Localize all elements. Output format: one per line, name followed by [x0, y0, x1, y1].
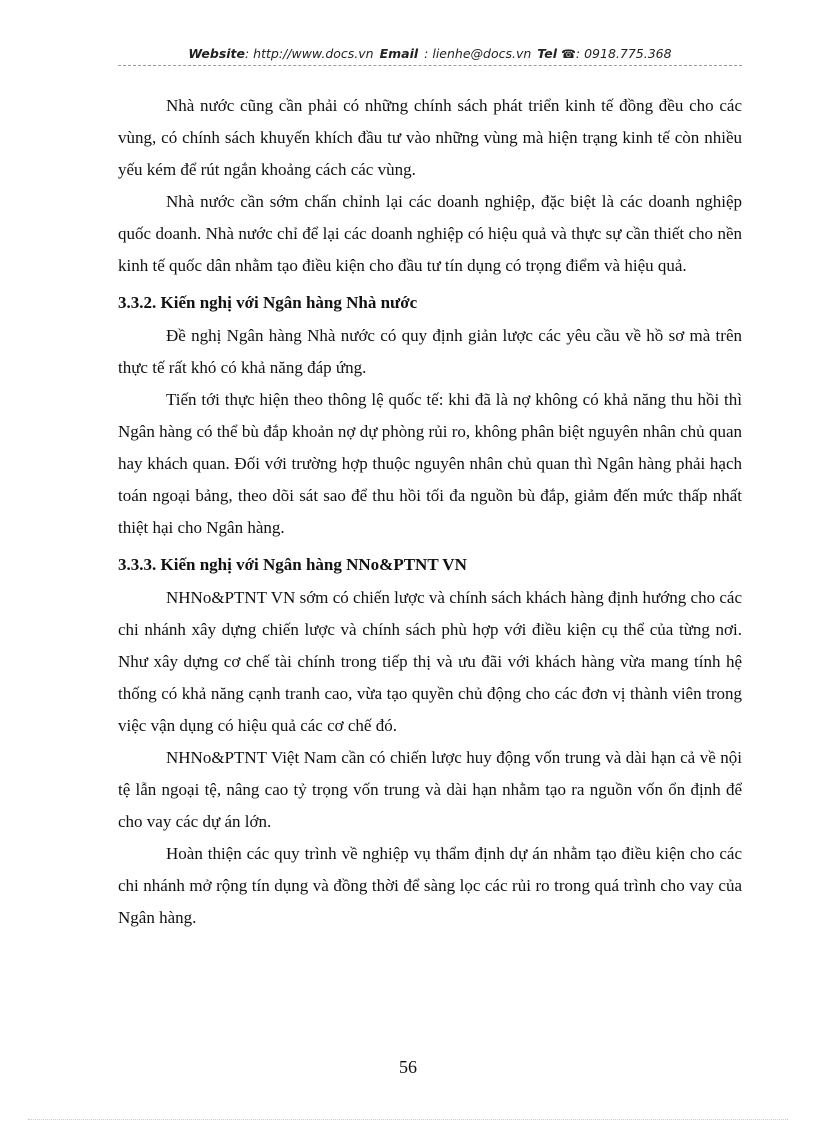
website-label: Website — [188, 46, 245, 61]
email-value[interactable]: : lienhe@docs.vn — [424, 46, 532, 61]
paragraph-3: Đề nghị Ngân hàng Nhà nước có quy định giản lược các yêu cầu về hồ sơ mà trên thực tế rất khó có khả năng đáp ứng. — [118, 326, 742, 377]
section-heading-3-3-2: 3.3.2. Kiến nghị với Ngân hàng Nhà nước — [118, 293, 418, 312]
section-heading-3-3-3: 3.3.3. Kiến nghị với Ngân hàng NNo&PTNT VN — [118, 555, 467, 574]
email-label: Email — [379, 46, 419, 61]
page-bottom-border — [28, 1119, 788, 1120]
paragraph-1: Nhà nước cũng cần phải có những chính sách phát triển kinh tế đồng đều cho các vùng, có chính sách khuyến khích đầu tư vào những vùng mà hiện trạng kinh tế còn nhiều yếu kém để rút ngắn khoảng cách các vùng. — [118, 96, 742, 179]
paragraph-7: Hoàn thiện các quy trình về nghiệp vụ thẩm định dự án nhằm tạo điều kiện cho các chi nhánh mở rộng tín dụng và đồng thời để sàng lọc các rủi ro trong quá trình cho vay của Ngân hàng. — [118, 844, 742, 927]
telephone-icon: ☎ — [560, 47, 576, 61]
website-value[interactable]: : http://www.docs.vn — [245, 46, 374, 61]
page-header — [120, 46, 740, 61]
paragraph-5: NHNo&PTNT VN sớm có chiến lược và chính sách khách hàng định hướng cho các chi nhánh xây dựng chiến lược và chính sách phù hợp với điều kiện cụ thể của từng nơi. Như xây dựng cơ chế tài chính trong tiếp thị và ưu đãi với khách hàng vừa mang tính hệ thống có khả năng cạnh tranh cao, vừa tạo quyền chủ động cho các đơn vị thành viên trong việc vận dụng có hiệu quả các cơ chế đó. — [118, 588, 742, 735]
paragraph-4: Tiến tới thực hiện theo thông lệ quốc tế: khi đã là nợ không có khả năng thu hồi thì Ngân hàng có thể bù đắp khoản nợ dự phòng rủi ro, không phân biệt nguyên nhân chủ quan hay khách quan. Đối với trường hợp thuộc nguyên nhân chủ quan thì Ngân hàng phải hạch toán ngoại bảng, theo dõi sát sao để thu hồi tối đa nguồn bù đắp, giảm đến mức thấp nhất thiệt hại cho Ngân hàng. — [118, 390, 742, 537]
header-divider — [118, 65, 742, 66]
document-body — [118, 90, 742, 934]
paragraph-6: NHNo&PTNT Việt Nam cần có chiến lược huy động vốn trung và dài hạn cả về nội tệ lẫn ngoại tệ, nâng cao tỷ trọng vốn trung và dài hạn nhằm tạo ra nguồn vốn ổn định để cho vay các dự án lớn. — [118, 748, 742, 831]
page-number: 56 — [399, 1057, 417, 1077]
tel-label: Tel — [537, 46, 557, 61]
tel-value: : 0918.775.368 — [575, 46, 672, 61]
paragraph-2: Nhà nước cần sớm chấn chỉnh lại các doanh nghiệp, đặc biệt là các doanh nghiệp quốc doanh. Nhà nước chỉ để lại các doanh nghiệp có hiệu quả và thực sự cần thiết cho nền kinh tế quốc dân nhằm tạo điều kiện cho đầu tư tín dụng có trọng điểm và hiệu quả. — [118, 192, 742, 275]
